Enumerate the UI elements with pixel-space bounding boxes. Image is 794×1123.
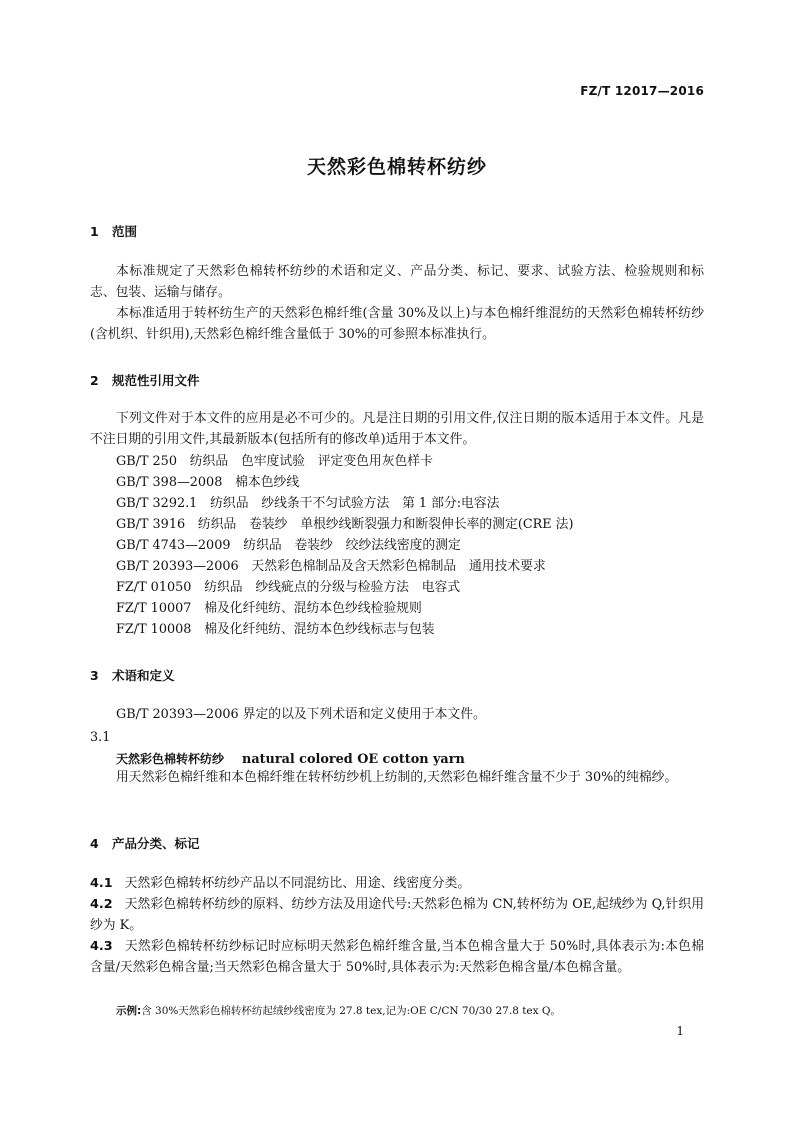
section-1-heading: [90, 222, 137, 240]
reference-item: GB/T 398—2008 棉本色纱线: [116, 475, 300, 490]
section-number: 2: [90, 373, 99, 388]
reference-item: GB/T 4743—2009 纺织品 卷装纱 绞纱法线密度的测定: [116, 538, 461, 553]
section-number: 1: [90, 224, 99, 239]
section-number: 4: [90, 836, 99, 851]
reference-item: FZ/T 10007 棉及化纤纯纺、混纺本色纱线检验规则: [116, 601, 422, 616]
section-title: 产品分类、标记: [112, 836, 200, 851]
clause-number: 4.1: [90, 876, 113, 891]
reference-item: GB/T 20393—2006 天然彩色棉制品及含天然彩色棉制品 通用技术要求: [116, 559, 546, 574]
clause-number: 4.2: [90, 897, 113, 912]
section-2-heading: [90, 371, 200, 389]
clause-number: 4.3: [90, 939, 113, 954]
section-3-heading: [90, 666, 175, 684]
clause-item: [90, 895, 704, 936]
page-number: 1: [676, 1024, 684, 1038]
clause-item: [90, 937, 704, 978]
clause-number: 3.1: [90, 730, 111, 745]
term-chinese: 天然彩色棉转杯纺纱: [116, 752, 225, 766]
reference-item: FZ/T 10008 棉及化纤纯纺、混纺本色纱线标志与包装: [116, 622, 435, 637]
section-title: 规范性引用文件: [112, 373, 200, 388]
clause-item: [90, 874, 704, 895]
scope-paragraph-1: 本标准规定了天然彩色棉转杯纺纱的术语和定义、产品分类、标记、要求、试验方法、检验规则和标志、包装、运输与储存。: [90, 264, 704, 300]
clause-text: 天然彩色棉转杯纺纱产品以不同混纺比、用途、线密度分类。: [124, 876, 471, 891]
terms-intro: GB/T 20393—2006 界定的以及下列术语和定义使用于本文件。: [116, 707, 486, 722]
reference-item: GB/T 3916 纺织品 卷装纱 单根纱线断裂强力和断裂伸长率的测定(CRE 法): [116, 517, 574, 532]
reference-item: GB/T 250 纺织品 色牢度试验 评定变色用灰色样卡: [116, 454, 433, 469]
section-number: 3: [90, 668, 99, 683]
clause-text: 天然彩色棉转杯纺纱标记时应标明天然彩色棉纤维含量,当本色棉含量大于 50%时,具体表示为:本色棉含量/天然彩色棉含量;当天然彩色棉含量大于 50%时,具体表示为:天然彩色棉含量/本色棉含量。: [90, 939, 704, 975]
standard-code: FZ/T 12017—2016: [580, 84, 704, 98]
example-text: 含 30%天然彩色棉转杯纺起绒纱线密度为 27.8 tex,记为:OE C/CN 70/30 27.8 tex Q。: [141, 1005, 562, 1017]
term-heading: [116, 750, 465, 767]
example-label: 示例:: [116, 1005, 142, 1017]
section-title: 范围: [112, 224, 138, 239]
references-intro: 下列文件对于本文件的应用是必不可少的。凡是注日期的引用文件,仅注日期的版本适用于本文件。凡是不注日期的引用文件,其最新版本(包括所有的修改单)适用于本文件。: [90, 411, 704, 447]
term-definition: 用天然彩色棉纤维和本色棉纤维在转杯纺纱机上纺制的,天然彩色棉纤维含量不少于 30%的纯棉纱。: [116, 770, 678, 785]
clause-text: 天然彩色棉转杯纺纱的原料、纺纱方法及用途代号:天然彩色棉为 CN,转杯纺为 OE,起绒纱为 Q,针织用纱为 K。: [90, 897, 704, 933]
section-title: 术语和定义: [112, 668, 175, 683]
page-title: 天然彩色棉转杯纺纱: [306, 156, 487, 178]
term-english: natural colored OE cotton yarn: [242, 752, 465, 767]
example-note: [116, 1003, 561, 1018]
reference-item: FZ/T 01050 纺织品 纱线疵点的分级与检验方法 电容式: [116, 580, 461, 595]
scope-paragraph-2: 本标准适用于转杯纺生产的天然彩色棉纤维(含量 30%及以上)与本色棉纤维混纺的天然彩色棉转杯纺纱(含机织、针织用),天然彩色棉纤维含量低于 30%的可参照本标准执行。: [90, 306, 704, 342]
reference-item: GB/T 3292.1 纺织品 纱线条干不匀试验方法 第 1 部分:电容法: [116, 496, 500, 511]
section-4-heading: [90, 834, 200, 852]
